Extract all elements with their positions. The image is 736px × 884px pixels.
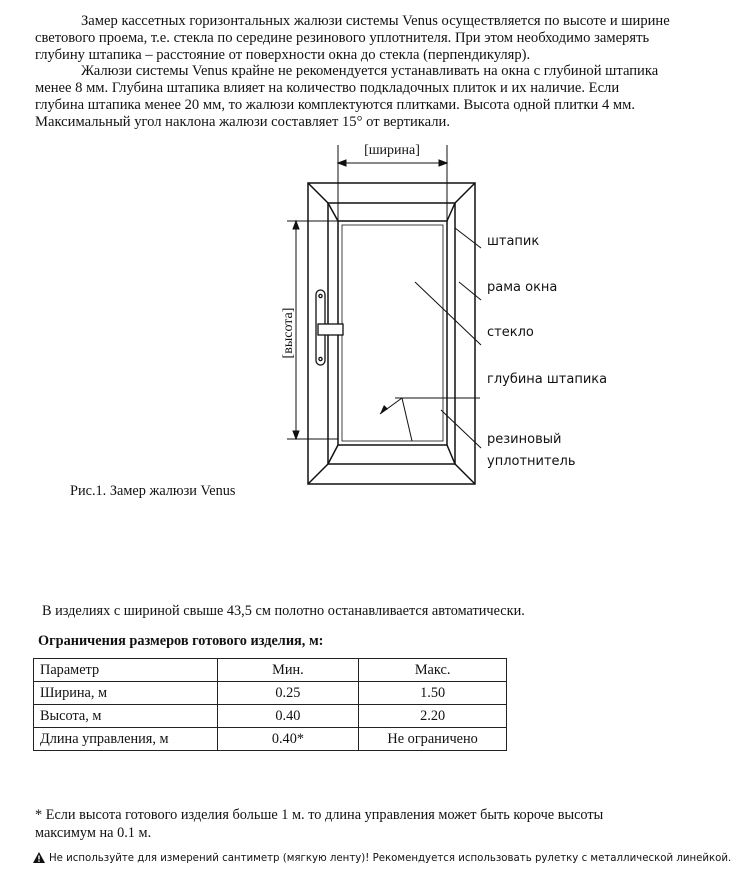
table-header: Макс. <box>359 659 507 682</box>
text-line: глубина штапика менее 20 мм, то жалюзи комплектуются плитками. Высота одной плитки 4 мм. <box>35 97 636 113</box>
depth-arrow-icon <box>380 405 388 414</box>
window-handle-icon <box>316 290 343 365</box>
figure-caption: Рис.1. Замер жалюзи Venus <box>70 483 236 499</box>
table-row <box>34 728 507 751</box>
warning-line <box>33 852 731 864</box>
table-header: Параметр <box>34 659 218 682</box>
callout-frame: рама окна <box>487 280 558 295</box>
text-line: Максимальный угол наклона жалюзи составляет 15° от вертикали. <box>35 114 451 130</box>
intro-paragraph-1 <box>35 13 697 64</box>
table-cell: 0.40 <box>217 705 359 728</box>
text-line: глубину штапика – расстояние от поверхности окна до стекла (перпендикуляр). <box>35 47 531 63</box>
table-cell: Длина управления, м <box>34 728 218 751</box>
callout-seal-1: резиновый <box>487 432 562 447</box>
text-line: светового проема, т.е. стекла по середине резинового уплотнителя. При этом необходимо замерять <box>35 30 650 46</box>
callout-bead-depth: глубина штапика <box>487 372 608 387</box>
text-line: Жалюзи системы Venus крайне не рекомендуется устанавливать на окна с глубиной штапика <box>81 63 659 79</box>
window-glass <box>338 221 447 445</box>
table-cell: Ширина, м <box>34 682 218 705</box>
footnote <box>35 806 695 842</box>
auto-stop-note: В изделиях с шириной свыше 43,5 см полотно останавливается автоматически. <box>42 603 525 619</box>
table-cell: 2.20 <box>359 705 507 728</box>
table-cell: 0.40* <box>217 728 359 751</box>
table-cell: 1.50 <box>359 682 507 705</box>
table-cell: Не ограничено <box>359 728 507 751</box>
footnote-line: максимум на 0.1 м. <box>35 825 152 841</box>
callout-glass: стекло <box>487 325 534 340</box>
table-row <box>34 705 507 728</box>
width-label: [ширина] <box>364 143 420 158</box>
height-label: [высота] <box>281 307 296 359</box>
text-line: Замер кассетных горизонтальных жалюзи системы Venus осуществляется по высоте и ширине <box>81 13 670 29</box>
table-header-row <box>34 659 507 682</box>
window-bead <box>328 203 455 464</box>
callout-bead: штапик <box>487 234 540 249</box>
warning-icon <box>33 852 45 863</box>
warning-text: Не используйте для измерений сантиметр (мягкую ленту)! Рекомендуется использовать рулетку с металлической линейкой. <box>49 853 732 864</box>
table-cell: Высота, м <box>34 705 218 728</box>
callout-seal-2: уплотнитель <box>487 454 576 469</box>
intro-paragraph-2 <box>35 63 697 131</box>
table-row <box>34 682 507 705</box>
limits-table <box>33 658 507 751</box>
footnote-line: * Если высота готового изделия больше 1 м. то длина управления может быть короче высоты <box>35 807 604 823</box>
window-measurement-diagram <box>0 130 736 510</box>
table-cell: 0.25 <box>217 682 359 705</box>
text-line: менее 8 мм. Глубина штапика влияет на количество подкладочных плиток и их наличие. Если <box>35 80 620 96</box>
table-header: Мин. <box>217 659 359 682</box>
limits-table-title: Ограничения размеров готового изделия, м: <box>38 633 324 649</box>
